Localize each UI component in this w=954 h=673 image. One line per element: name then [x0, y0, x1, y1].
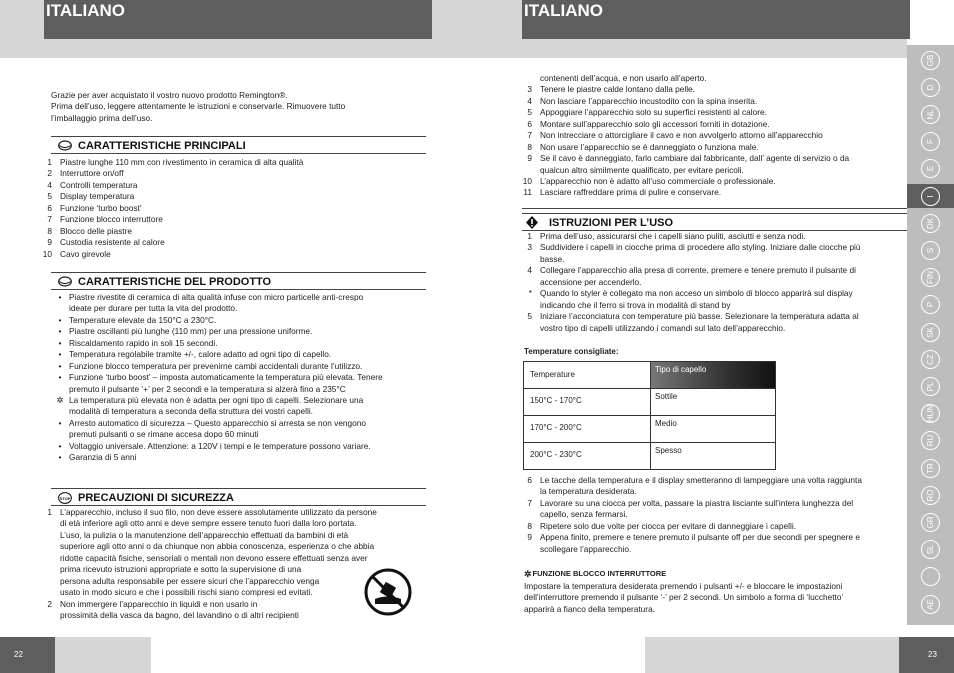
language-tab[interactable] [907, 211, 954, 235]
item-number [522, 486, 540, 497]
item-number [42, 518, 60, 529]
lock-function-title: FUNZIONE BLOCCO INTERRUTTORE [532, 569, 667, 579]
list-item [522, 153, 908, 164]
list-item [51, 406, 427, 417]
list-item [522, 323, 908, 334]
bullet: • [58, 360, 62, 371]
language-tab[interactable] [907, 347, 954, 371]
item-number [522, 73, 540, 84]
list-item [522, 265, 908, 276]
item-text: Display temperatura [60, 191, 135, 202]
language-tab-label: NL [921, 105, 940, 124]
bullet: • [58, 372, 62, 383]
item-text: L’apparecchio non è adatto all’uso commerciale o professionale. [540, 175, 776, 186]
list-item [522, 73, 908, 84]
language-tab[interactable] [907, 402, 954, 426]
list-item [522, 509, 908, 520]
item-text: Blocco delle piastre [60, 225, 132, 236]
language-tab[interactable] [907, 75, 954, 99]
item-number [42, 541, 60, 552]
item-text: L’uso, la pulizia o la manutenzione dell’apparecchio effettuati da bambini di età [60, 529, 349, 540]
list-item [522, 231, 908, 242]
item-text: Non usare l’apparecchio se è danneggiato o funziona male. [540, 141, 759, 152]
item-text: prima ricevuto istruzioni appropriate e sotto la supervisione di una [60, 564, 302, 575]
item-text: vostro tipo di capelli utilizzando i comandi sul lato dell’apparecchio. [540, 322, 786, 333]
item-text: Non intrecciare o attorcigliare il cavo e non avvolgerlo attorno all’apparecchio [540, 130, 823, 141]
language-tab-label: HUN [921, 404, 940, 423]
list-item [42, 168, 426, 179]
bullet: ✲ [56, 394, 64, 405]
language-tab[interactable] [907, 374, 954, 398]
list-item [51, 303, 427, 314]
language-tab[interactable] [907, 157, 954, 181]
item-number: 9 [527, 153, 532, 164]
language-tab-label: GB [921, 51, 940, 70]
item-number: 6 [47, 202, 52, 213]
language-tab-label: PL [921, 377, 940, 396]
list-item [51, 429, 427, 440]
item-text: Lasciare raffreddare prima di pulire e conservare. [540, 187, 722, 198]
item-text: Custodia resistente al calore [60, 237, 165, 248]
bullet: • [58, 417, 62, 428]
list-item [522, 84, 908, 95]
table-header-cell: Temperature [524, 362, 651, 388]
item-text: Funzione blocco temperatura per prevenirne cambi accidentali durante l’utilizzo. [69, 360, 363, 371]
list-item [42, 157, 426, 168]
language-tab-label: FIN [921, 268, 940, 287]
item-text: Non lasciare l’apparecchio incustodito con la spina inserita. [540, 95, 758, 106]
item-text: Tenere le piastre calde lontano dalla pelle. [540, 84, 695, 95]
item-number: 8 [47, 225, 52, 236]
item-text: L’apparecchio, incluso il suo filo, non deve essere assolutamente utilizzato da persone [60, 507, 377, 517]
item-number: 2 [47, 168, 52, 179]
item-text: capello, senza fermarsi. [540, 509, 628, 520]
item-text: Appena finito, premere e tenere premuto il pulsante off per due secondi per spegnere e [540, 532, 860, 543]
list-item [42, 553, 426, 564]
item-number: 3 [527, 242, 532, 253]
item-text: modalità di temperatura a seconda della struttura dei vostri capelli. [69, 406, 313, 417]
item-text: qualcun altro similmente qualificato, per evitare pericoli. [540, 164, 744, 175]
item-number [522, 323, 540, 334]
language-tab[interactable] [907, 565, 954, 589]
item-number: 1 [527, 231, 532, 241]
list-item [42, 214, 426, 225]
bullet: • [58, 337, 62, 348]
divider [522, 208, 908, 209]
language-tab[interactable] [907, 592, 954, 616]
language-tab[interactable] [907, 238, 954, 262]
list-item [51, 384, 427, 395]
item-number [522, 509, 540, 520]
language-tab[interactable] [907, 184, 954, 208]
language-tab-label: I [921, 187, 940, 206]
bullet: • [58, 440, 62, 451]
list-item [42, 507, 426, 518]
list-item [42, 191, 426, 202]
list-item [51, 441, 427, 452]
item-number: 7 [47, 214, 52, 225]
language-tab-label: CZ [921, 350, 940, 369]
list-item [522, 107, 908, 118]
language-tab[interactable] [907, 456, 954, 480]
item-number [42, 610, 60, 621]
item-text: Lavorare su una ciocca per volta, passare la piastra lisciante sull’intera lunghezza del [540, 497, 854, 508]
bullet: • [58, 349, 62, 360]
eye-icon [58, 276, 72, 287]
item-text: prossimità della vasca da bagno, del lavandino o di altri recipienti [60, 609, 299, 620]
section-header-main-features [51, 136, 426, 153]
lock-function-heading [524, 568, 666, 580]
item-number: 4 [527, 95, 532, 106]
item-text: Piastre oscillanti più lunghe (110 mm) per una pressione uniforme. [69, 326, 313, 337]
list-item [522, 165, 908, 176]
language-tab[interactable] [907, 538, 954, 562]
item-number: * [528, 288, 532, 299]
item-text: Voltaggio universale. Attenzione: a 120V i tempi e le temperature possono variare. [69, 440, 371, 451]
warning-icon [526, 216, 538, 229]
item-number: 7 [527, 130, 532, 141]
item-number: 10 [42, 248, 52, 259]
no-water-icon [364, 568, 412, 616]
table-cell: 150°C - 170°C [524, 389, 651, 415]
page-title-right: ITALIANO [522, 0, 910, 39]
language-tab[interactable] [907, 510, 954, 534]
item-text: Non immergere l’apparecchio in liquidi e non usarlo in [60, 598, 258, 609]
bullet: • [58, 314, 62, 325]
item-text: Garanzia di 5 anni [69, 452, 137, 463]
list-item [42, 180, 426, 191]
item-text: Arresto automatico di sicurezza – Questo apparecchio si arresta se non vengono [69, 417, 367, 428]
bullet [51, 406, 69, 417]
list-item [522, 498, 908, 509]
item-text: Funzione ‘turbo boost’ – imposta automaticamente la temperatura più elevata. Tenere [69, 372, 383, 383]
divider [51, 289, 426, 290]
list-item [42, 203, 426, 214]
item-number: 8 [527, 520, 532, 531]
item-text: ideate per durare per tutta la vita del prodotto. [69, 303, 238, 314]
page-title-left: ITALIANO [44, 0, 432, 39]
item-text: Collegare l’apparecchio alla presa di corrente, premere e tenere premuto il pulsante di [540, 265, 856, 276]
language-tab[interactable] [907, 48, 954, 72]
safety-list-continued [522, 73, 908, 199]
lock-line: Impostare la temperatura desiderata premendo i pulsanti +/- e bloccare le impostazioni [524, 581, 843, 591]
list-item [522, 119, 908, 130]
item-text: premuti pulsanti o se rimane accesa dopo 60 minuti [69, 429, 259, 440]
language-tab[interactable] [907, 429, 954, 453]
list-item [522, 486, 908, 497]
item-text: Cavo girevole [60, 248, 111, 259]
language-tab-label: D [921, 78, 940, 97]
section-header-instructions [522, 213, 908, 230]
list-item [522, 187, 908, 198]
list-item [522, 300, 908, 311]
item-text: Se il cavo è danneggiato, farlo cambiare dal fabbricante, dall’ agente di servizio o da [540, 153, 850, 164]
item-number [42, 564, 60, 575]
item-text: Piastre rivestite di ceramica di alta qualità infuse con micro particelle anti-crespo [69, 292, 364, 302]
table-row [524, 415, 775, 442]
item-number [522, 277, 540, 288]
item-text: accensione per accenderlo. [540, 276, 642, 287]
list-item [42, 541, 426, 552]
list-item [522, 521, 908, 532]
list-item [522, 311, 908, 322]
list-item [522, 544, 908, 555]
language-tab-label: TR [921, 459, 940, 478]
item-text: La temperatura più elevata non è adatta per ogni tipo di capelli. Selezionare una [69, 394, 364, 405]
item-text: Funzione blocco interruttore [60, 214, 163, 225]
item-number [42, 530, 60, 541]
item-number: 4 [527, 265, 532, 276]
eye-icon [58, 140, 72, 151]
item-number: 7 [527, 497, 532, 508]
list-item [51, 315, 427, 326]
language-tab-label: E [921, 159, 940, 178]
list-item [522, 277, 908, 288]
item-text: Piastre lunghe 110 mm con rivestimento in ceramica di alta qualità [60, 157, 304, 167]
instructions-list [522, 231, 908, 334]
item-text: persona adulta responsabile per essere sicuri che l’apparecchio venga [60, 575, 320, 586]
list-item [51, 292, 427, 303]
item-text: Ripetere solo due volte per ciocca per evitare di danneggiare i capelli. [540, 520, 796, 531]
item-number: 2 [47, 598, 52, 609]
list-item [51, 418, 427, 429]
bullet [51, 384, 69, 395]
product-features-list [51, 292, 427, 464]
item-text: Iniziare l’acconciatura con temperature più basse. Selezionare la temperatura adatta al [540, 311, 859, 322]
main-features-list [42, 157, 426, 260]
item-number: 4 [47, 179, 52, 190]
table-cell: Sottile [655, 392, 678, 401]
item-number: 9 [47, 237, 52, 248]
item-text: contenenti dell’acqua, e non usarlo all’aperto. [540, 73, 707, 83]
item-text: Temperature elevate da 150°C a 230°C. [69, 314, 217, 325]
item-text: usato in modo sicuro e che i possibili rischi siano compresi ed evitati. [60, 587, 313, 598]
list-item [522, 142, 908, 153]
list-item [522, 532, 908, 543]
item-text: Funzione ‘turbo boost’ [60, 202, 142, 213]
item-number: 5 [47, 191, 52, 202]
list-item [42, 249, 426, 260]
list-item [522, 176, 908, 187]
list-item [42, 518, 426, 529]
language-tab-label: SK [921, 323, 940, 342]
item-number: 10 [522, 175, 532, 186]
language-tab-label: AE [921, 595, 940, 614]
list-item [51, 349, 427, 360]
item-number: 1 [47, 507, 52, 517]
item-text: ridotte capacità fisiche, sensoriali o mentali non devono essere effettuati senza aver [60, 552, 368, 563]
bullet: • [58, 452, 62, 463]
list-item [51, 326, 427, 337]
lock-line: dell’interruttore premendo il pulsante ‘-’ per 2 secondi. Un simbolo a forma di ‘lucchetto’ [524, 592, 844, 603]
language-tab-label: RO [921, 486, 940, 505]
section-title: ISTRUZIONI PER L’USO [549, 217, 674, 229]
language-tab[interactable] [907, 320, 954, 344]
language-tab-label: DK [921, 214, 940, 233]
item-number: 8 [527, 141, 532, 152]
list-item [51, 372, 427, 383]
temperature-table [523, 361, 776, 470]
language-tab[interactable] [907, 130, 954, 154]
list-item [51, 361, 427, 372]
item-text: indicando che il ferro si trova in modalità di stand by [540, 299, 731, 310]
section-header-safety [51, 488, 426, 505]
list-item [522, 475, 908, 486]
item-number [42, 587, 60, 598]
item-number [522, 544, 540, 555]
item-number [522, 300, 540, 311]
list-item [522, 288, 908, 299]
divider [51, 153, 426, 154]
list-item [42, 530, 426, 541]
lock-function-text [524, 581, 908, 615]
footer-band-left [55, 637, 151, 673]
item-text: Appoggiare l’apparecchio solo su superfici resistenti al calore. [540, 107, 767, 118]
stop-icon-label: STOP [59, 495, 71, 501]
bullet [51, 429, 69, 440]
item-text: Suddividere i capelli in ciocche prima di procedere allo styling. Iniziare dalle ciocche più [540, 242, 861, 253]
list-item [51, 395, 427, 406]
item-text: superiore agli otto anni o da chiunque non abbia conoscenza, esperienza o che abbia [60, 541, 375, 552]
item-text: scollegare l’apparecchio. [540, 543, 632, 554]
item-number: 6 [527, 475, 532, 485]
table-cell: 200°C - 230°C [524, 443, 651, 469]
item-text: Quando lo styler è collegato ma non acceso un simbolo di blocco apparirà sul display [540, 288, 853, 299]
language-tab-label: S [921, 241, 940, 260]
item-number: 1 [47, 157, 52, 167]
item-number: 5 [527, 311, 532, 322]
item-number: 6 [527, 118, 532, 129]
stop-icon [58, 492, 72, 504]
footer-band-right [645, 637, 899, 673]
snowflake-icon: ✲ [524, 569, 532, 579]
language-tab-label: GR [921, 513, 940, 532]
language-tab-label [921, 567, 940, 586]
temperature-table-title: Temperature consigliate: [524, 347, 619, 356]
language-tab[interactable] [907, 266, 954, 290]
item-number: 3 [527, 84, 532, 95]
item-number: 11 [523, 187, 532, 198]
page-number-right: 23 [899, 637, 954, 673]
item-number [522, 254, 540, 265]
instructions-list-continued [522, 475, 908, 555]
intro-line: l’imballaggio prima dell’uso. [51, 112, 153, 123]
table-cell: Spesso [655, 446, 682, 455]
list-item [51, 338, 427, 349]
section-header-product-features [51, 272, 426, 289]
bullet: • [58, 292, 62, 302]
list-item [42, 226, 426, 237]
table-cell: Medio [655, 419, 677, 428]
item-text: Riscaldamento rapido in soli 15 secondi. [69, 337, 218, 348]
item-text: Prima dell’uso, assicurarsi che i capelli siano puliti, asciutti e senza nodi. [540, 231, 806, 241]
language-tab-label: F [921, 132, 940, 151]
table-header-row [524, 362, 775, 388]
item-number [522, 165, 540, 176]
item-text: premuto il pulsante ‘+’ per 2 secondi e la temperatura si alzerà fino a 235°C [69, 383, 346, 394]
table-row [524, 388, 775, 415]
table-cell: 170°C - 200°C [524, 416, 651, 442]
list-item [522, 242, 908, 253]
language-tab-label: RU [921, 431, 940, 450]
table-header-cell: Tipo di capello [651, 362, 775, 388]
item-text: la temperatura desiderata. [540, 486, 637, 497]
list-item [42, 237, 426, 248]
intro-line: Grazie per aver acquistato il vostro nuovo prodotto Remington®. [51, 90, 288, 100]
item-text: Montare sull’apparecchio solo gli accessori forniti in dotazione. [540, 118, 770, 129]
page-number-left: 22 [0, 637, 55, 673]
section-title: CARATTERISTICHE PRINCIPALI [78, 140, 246, 152]
list-item [522, 96, 908, 107]
bullet [51, 303, 69, 314]
table-row [524, 442, 775, 469]
divider [51, 505, 426, 506]
language-tabs [907, 45, 954, 625]
item-text: Controlli temperatura [60, 179, 138, 190]
section-title: CARATTERISTICHE DEL PRODOTTO [78, 276, 272, 288]
section-title: PRECAUZIONI DI SICUREZZA [78, 492, 234, 504]
item-text: basse. [540, 253, 565, 264]
list-item [522, 254, 908, 265]
item-text: Interruttore on/off [60, 168, 124, 179]
item-number: 9 [527, 532, 532, 543]
item-text: Temperatura regolabile tramite +/-, calore adatto ad ogni tipo di capello. [69, 349, 332, 360]
language-tab-label: SL [921, 540, 940, 559]
bullet: • [58, 326, 62, 337]
item-text: di età inferiore agli otto anni e deve sempre essere tenuto fuori dalla loro portata. [60, 518, 357, 529]
intro-line: Prima dell’uso, leggere attentamente le istruzioni e conservarle. Rimuovere tutto [51, 101, 346, 112]
language-tab[interactable] [907, 483, 954, 507]
lock-line: apparirà a fianco della temperatura. [524, 603, 655, 614]
item-text: Le tacche della temperatura e il display smetteranno di lampeggiare una volta raggiunta [540, 475, 862, 485]
item-number [42, 576, 60, 587]
list-item [522, 130, 908, 141]
intro-text [51, 90, 431, 124]
language-tab[interactable] [907, 102, 954, 126]
language-tab[interactable] [907, 293, 954, 317]
item-number [42, 553, 60, 564]
language-tab-label: P [921, 295, 940, 314]
list-item [51, 452, 427, 463]
item-number: 5 [527, 107, 532, 118]
